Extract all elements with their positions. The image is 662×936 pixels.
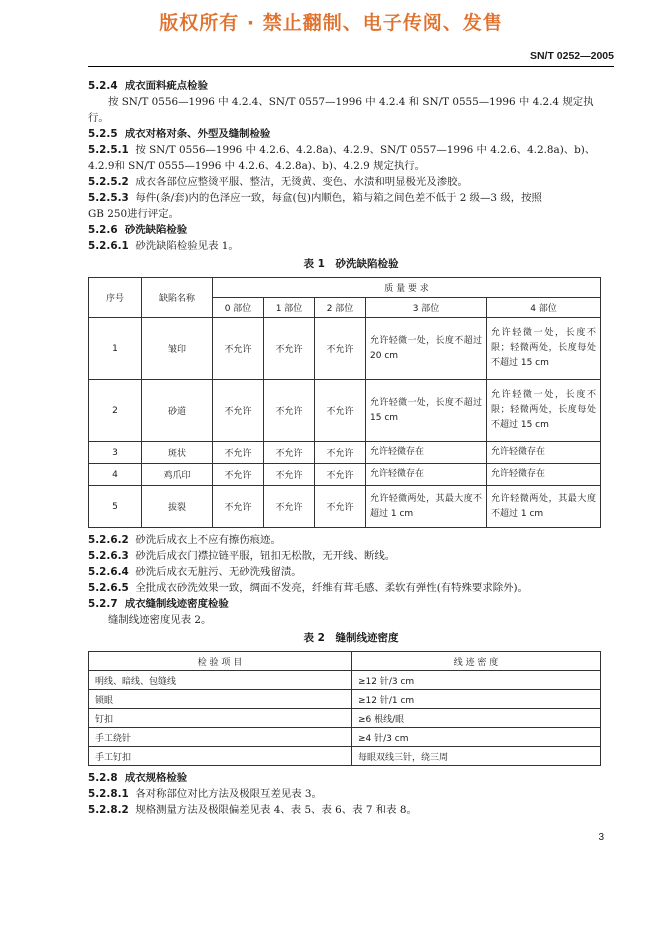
section-5-2-6-5: 5.2.6.5 全批成衣砂洗效果一致，绸面不发亮，纤维有茸毛感、柔软有弹性(有特殊要求除外)。 <box>88 582 528 594</box>
section-5-2-5-3-cont: GB 250进行评定。 <box>88 208 180 220</box>
cell-density: ≥6 根线/眼 <box>352 709 601 728</box>
stitch-density-table <box>88 651 601 766</box>
table-row <box>89 709 601 728</box>
cell-part-4: 允许轻微存在 <box>487 442 601 464</box>
section-5-2-4-heading: 5.2.4 成衣面料疵点检验 <box>88 80 208 92</box>
table-row <box>89 671 601 690</box>
cell-seq: 5 <box>89 486 142 528</box>
col-header-part-2: 2 部位 <box>315 298 366 318</box>
cell-defect: 拔裂 <box>142 486 213 528</box>
cell-part-1: 不允许 <box>264 464 315 486</box>
sand-wash-defect-table <box>88 277 601 528</box>
col-header-part-0: 0 部位 <box>213 298 264 318</box>
cell-part-0: 不允许 <box>213 380 264 442</box>
cell-part-2: 不允许 <box>315 442 366 464</box>
cell-part-4: 允许轻微存在 <box>487 464 601 486</box>
cell-part-0: 不允许 <box>213 464 264 486</box>
section-5-2-6-2: 5.2.6.2 砂洗后成衣上不应有擦伤痕迹。 <box>88 534 281 546</box>
section-5-2-6-3: 5.2.6.3 砂洗后成衣门襟拉链平服，钮扣无松散，无开线、断线。 <box>88 550 396 562</box>
cell-item: 手工绕针 <box>89 728 352 747</box>
cell-part-0: 不允许 <box>213 442 264 464</box>
document-body <box>88 78 614 818</box>
cell-part-0: 不允许 <box>213 318 264 380</box>
col-header-part-3: 3 部位 <box>366 298 487 318</box>
section-5-2-4-text-cont: 行。 <box>88 112 109 124</box>
table-1-caption: 表 1 砂洗缺陷检验 <box>303 258 399 270</box>
cell-part-3: 允许轻微一处，长度不超过 20 cm <box>366 318 487 380</box>
cell-item: 明线、暗线、包缝线 <box>89 671 352 690</box>
table-row <box>89 690 601 709</box>
standard-code: SN/T 0252—2005 <box>529 50 614 62</box>
cell-density: ≥12 针/1 cm <box>352 690 601 709</box>
table-row <box>89 486 601 528</box>
copyright-watermark: 版权所有 · 禁止翻制、电子传阅、发售 <box>159 12 503 34</box>
cell-density: ≥4 针/3 cm <box>352 728 601 747</box>
cell-part-4: 允许轻微一处，长度不限；轻微两处，长度每处不超过 15 cm <box>487 380 601 442</box>
cell-part-3: 允许轻微一处，长度不超过 15 cm <box>366 380 487 442</box>
section-5-2-7-heading: 5.2.7 成衣缝制线迹密度检验 <box>88 598 229 610</box>
col-header-part-1: 1 部位 <box>264 298 315 318</box>
section-5-2-5-1: 5.2.5.1 按 SN/T 0556—1996 中 4.2.6、4.2.8a)、4.2.9、SN/T 0557—1996 中 4.2.6、4.2.8a)、b)、 <box>88 144 596 156</box>
section-5-2-5-2: 5.2.5.2 成衣各部位应整烫平服、整洁，无烫黄、变色、水渍和明显极光及渗胶。 <box>88 176 468 188</box>
col-header-item: 检 验 项 目 <box>89 652 352 671</box>
section-5-2-6-heading: 5.2.6 砂洗缺陷检验 <box>88 224 188 236</box>
page-number: 3 <box>598 832 604 843</box>
table-row <box>89 380 601 442</box>
section-5-2-6-1: 5.2.6.1 砂洗缺陷检验见表 1。 <box>88 240 239 252</box>
cell-defect: 鸡爪印 <box>142 464 213 486</box>
cell-part-2: 不允许 <box>315 380 366 442</box>
table-row <box>89 318 601 380</box>
col-header-density: 线 迹 密 度 <box>352 652 601 671</box>
cell-defect: 皱印 <box>142 318 213 380</box>
section-5-2-6-4: 5.2.6.4 砂洗后成衣无脏污、无砂洗残留渍。 <box>88 566 302 578</box>
cell-item: 钉扣 <box>89 709 352 728</box>
section-5-2-4-text: 按 SN/T 0556—1996 中 4.2.4、SN/T 0557—1996 中 4.2.4 和 SN/T 0555—1996 中 4.2.4 规定执 <box>108 96 594 108</box>
table-row <box>89 747 601 766</box>
col-header-defect: 缺陷名称 <box>142 278 213 318</box>
cell-seq: 3 <box>89 442 142 464</box>
cell-seq: 1 <box>89 318 142 380</box>
cell-density: ≥12 针/3 cm <box>352 671 601 690</box>
cell-part-2: 不允许 <box>315 318 366 380</box>
section-5-2-8-heading: 5.2.8 成衣规格检验 <box>88 772 188 784</box>
cell-part-3: 允许轻微存在 <box>366 464 487 486</box>
cell-item: 锁眼 <box>89 690 352 709</box>
table-2-caption: 表 2 缝制线迹密度 <box>303 632 399 644</box>
cell-defect: 斑状 <box>142 442 213 464</box>
table-row <box>89 464 601 486</box>
table-row <box>89 728 601 747</box>
section-5-2-7-intro: 缝制线迹密度见表 2。 <box>108 614 212 626</box>
cell-part-3: 允许轻微两处，其最大度不超过 1 cm <box>366 486 487 528</box>
cell-part-2: 不允许 <box>315 464 366 486</box>
cell-defect: 砂道 <box>142 380 213 442</box>
cell-density: 每眼双线三针，绕三周 <box>352 747 601 766</box>
section-5-2-8-2: 5.2.8.2 规格测量方法及极限偏差见表 4、表 5、表 6、表 7 和表 8。 <box>88 804 417 816</box>
section-5-2-8-1: 5.2.8.1 各对称部位对比方法及极限互差见表 3。 <box>88 788 322 800</box>
cell-part-2: 不允许 <box>315 486 366 528</box>
table-row <box>89 442 601 464</box>
cell-part-1: 不允许 <box>264 442 315 464</box>
col-header-quality: 质 量 要 求 <box>213 278 601 298</box>
col-header-part-4: 4 部位 <box>487 298 601 318</box>
cell-item: 手工钉扣 <box>89 747 352 766</box>
cell-part-1: 不允许 <box>264 380 315 442</box>
cell-seq: 4 <box>89 464 142 486</box>
cell-part-4: 允许轻微两处，其最大度不超过 1 cm <box>487 486 601 528</box>
section-5-2-5-1-cont: 4.2.9和 SN/T 0555—1996 中 4.2.6、4.2.8a)、b)、4.2.9 规定执行。 <box>88 160 426 172</box>
col-header-seq: 序号 <box>89 278 142 318</box>
cell-part-4: 允许轻微一处，长度不限；轻微两处，长度每处不超过 15 cm <box>487 318 601 380</box>
cell-part-1: 不允许 <box>264 318 315 380</box>
cell-part-3: 允许轻微存在 <box>366 442 487 464</box>
header-rule <box>88 66 614 67</box>
section-5-2-5-heading: 5.2.5 成衣对格对条、外型及缝制检验 <box>88 128 271 140</box>
section-5-2-5-3: 5.2.5.3 每件(条/套)内的色泽应一致，每盒(包)内顺色，箱与箱之间色差不低于 2 级—3 级，按照 <box>88 192 542 204</box>
cell-seq: 2 <box>89 380 142 442</box>
cell-part-1: 不允许 <box>264 486 315 528</box>
cell-part-0: 不允许 <box>213 486 264 528</box>
